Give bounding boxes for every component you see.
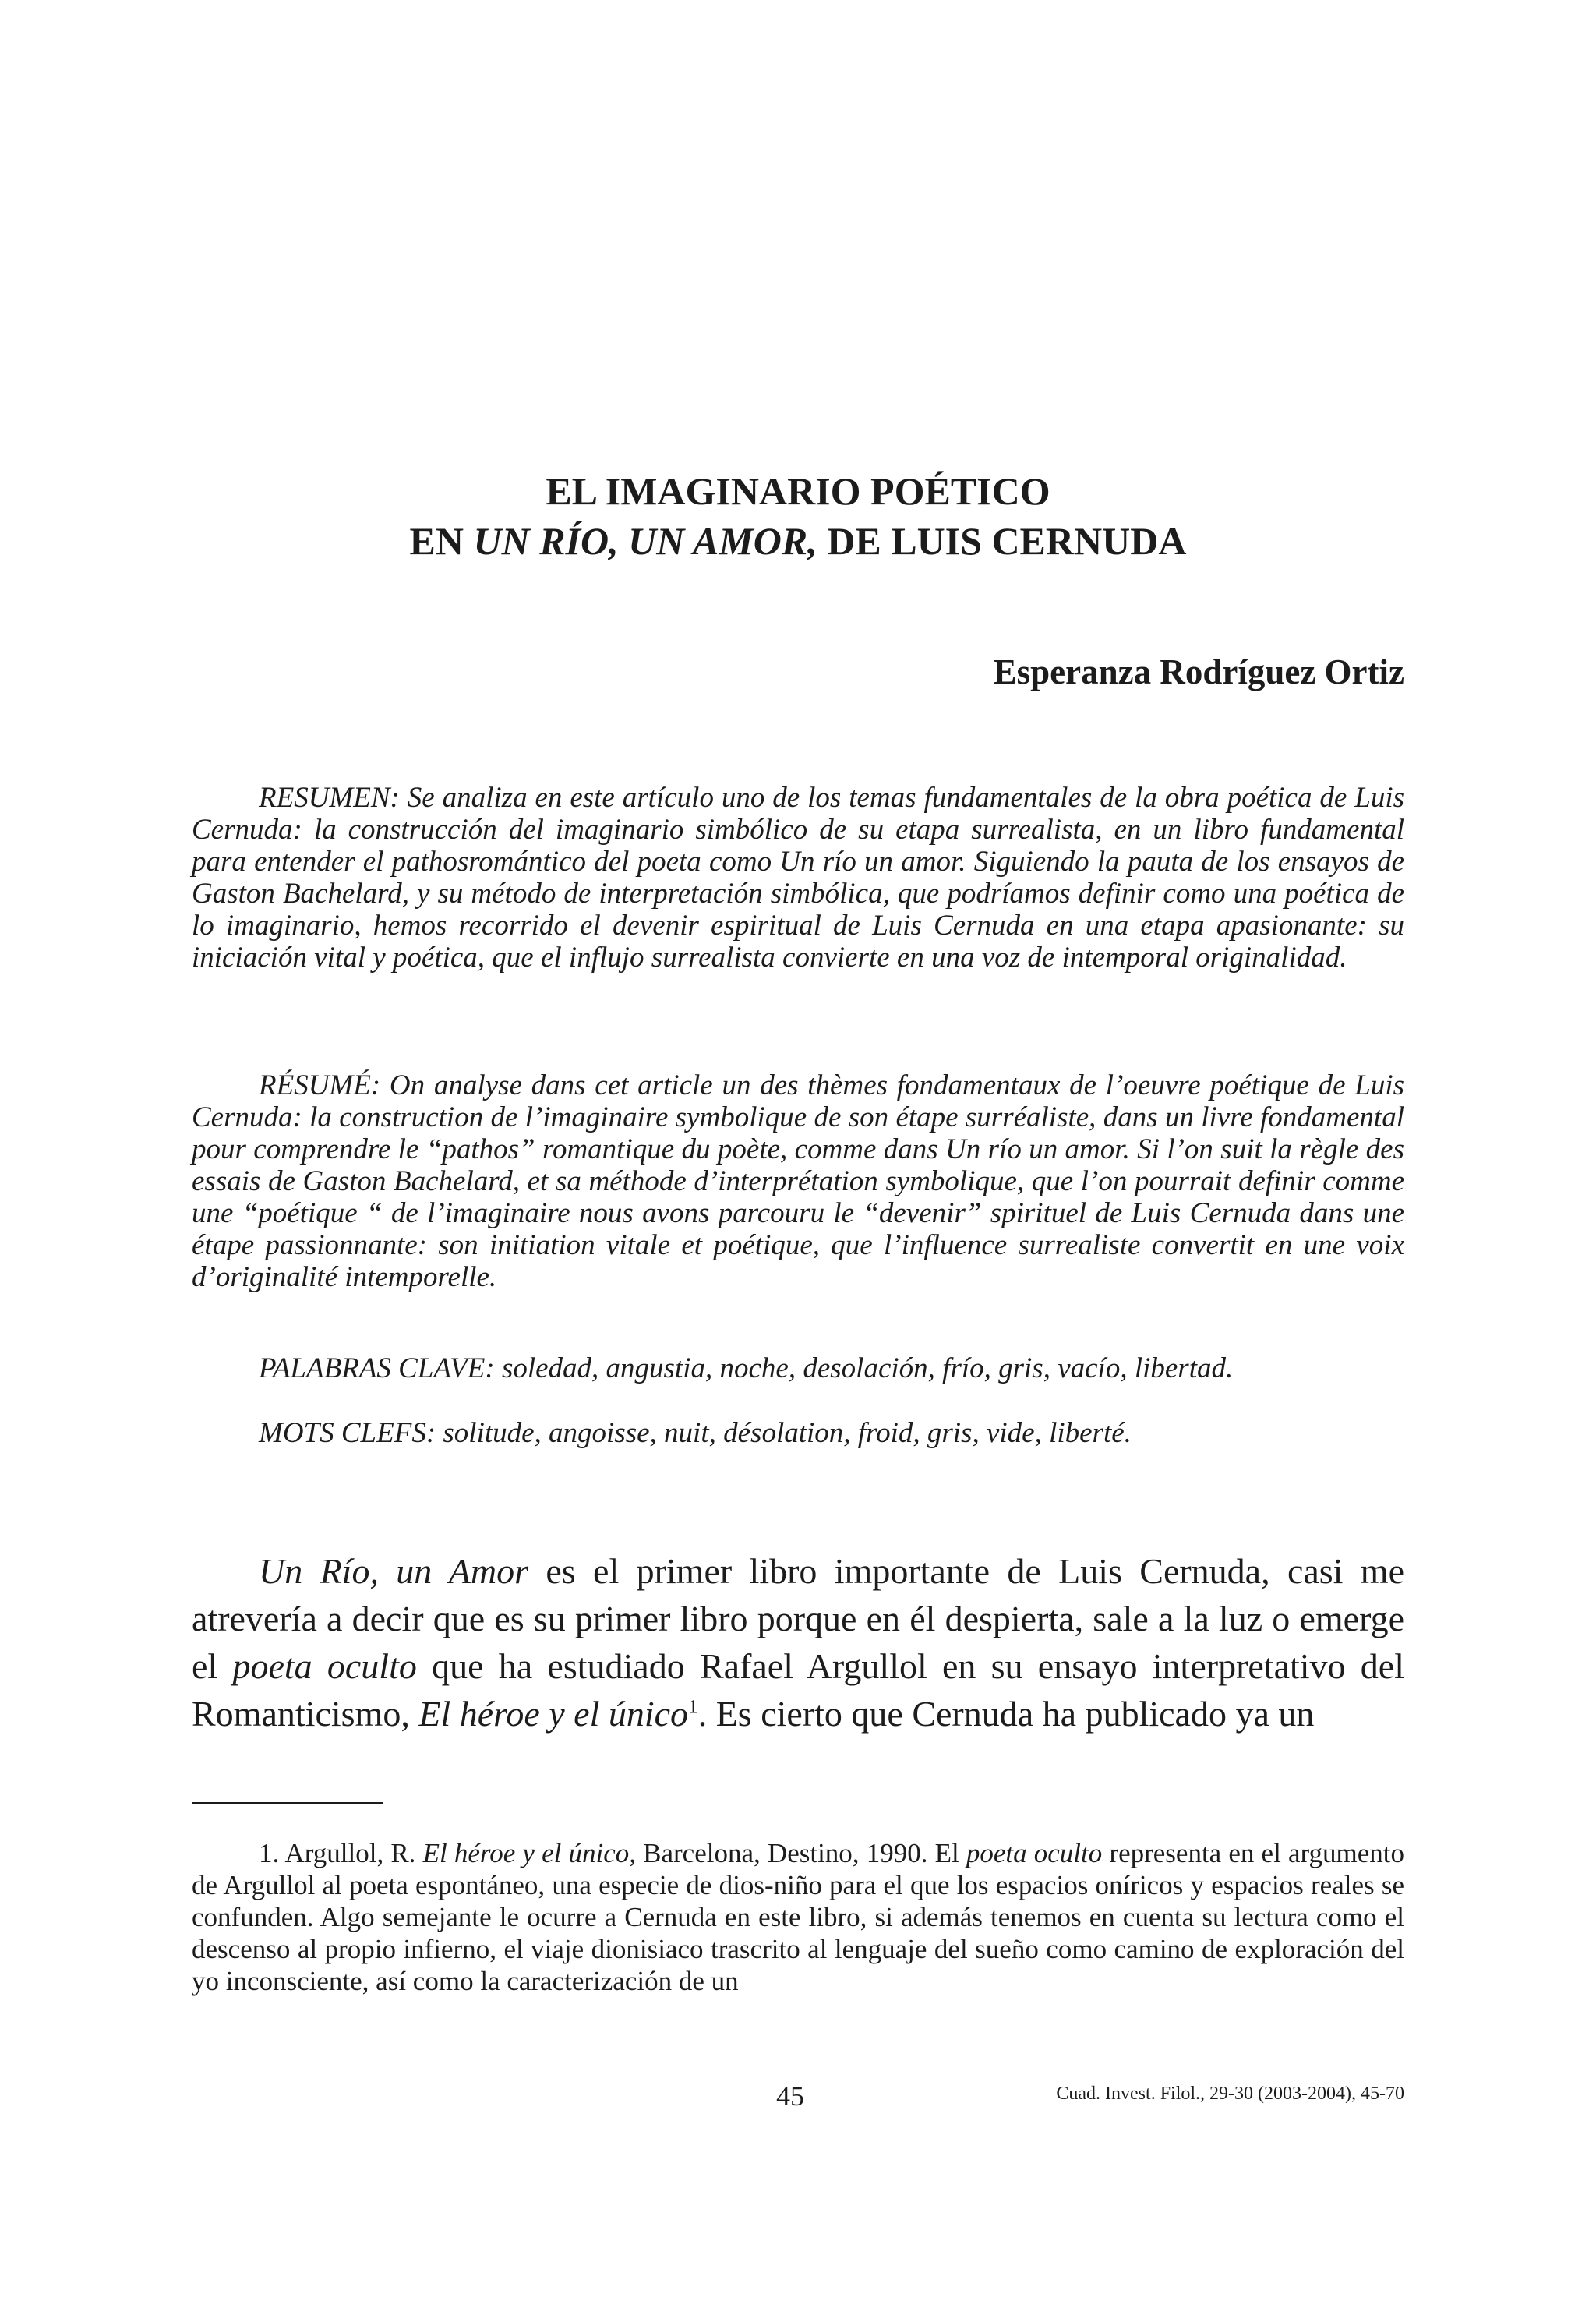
footnote-text-3: representa en el argumento de Argullol al poeta espontáneo, una especie de dios-niño para el que los espacios oníricos y espacios reales se confunden. Algo semejante le ocurre a Cernuda en este libro, si además tenemos en cuenta su lectura como el descenso al propio infierno, el viaje dionisiaco trascrito al lenguaje del sueño como camino de exploración del yo inconsciente, así como la caracterización de un [192,1838,1404,1996]
title-line-1: EL IMAGINARIO POÉTICO [546,469,1050,513]
body-text-1: es el primer libro importante de Luis Cernuda, casi me atrevería a decir que es su primer libro porque en él despierta, sale a la luz o emerge el [192,1551,1404,1686]
body-italic-poeta-oculto: poeta oculto [232,1646,417,1686]
body-text-2: que ha estudiado Rafael Argullol en su ensayo interpretativo del Romanticismo, [192,1646,1404,1734]
title-line-2-suffix: DE LUIS CERNUDA [817,519,1187,563]
footnote-italic-poeta-oculto: poeta oculto [966,1838,1103,1868]
author-name: Esperanza Rodríguez Ortiz [993,652,1404,691]
footnote [192,1837,1404,1997]
keywords-spanish: PALABRAS CLAVE: soledad, angustia, noche, desolación, frío, gris, vacío, libertad. [259,1352,1234,1384]
body-italic-work-title: El héroe y el único [418,1694,689,1734]
journal-reference: Cuad. Invest. Filol., 29-30 (2003-2004), 45-70 [1056,2084,1404,2104]
footnote-reference[interactable]: 1 [688,1695,698,1718]
footnote-italic-work-title: El héroe y el único, [422,1838,636,1868]
abstract-french: RÉSUMÉ: On analyse dans cet article un des thèmes fondamentaux de l’oeuvre poétique de Luis Cernuda: la construction de l’imaginaire symbolique de son étape surréaliste, dans un livre fondamental pour comprendre le “pathos” romantique du poète, comme dans Un río un amor. Si l’on suit la règle des essais de Gaston Bachelard, et sa méthode d’interprétation symbolique, que l’on pourrait definir comme une “poétique “ de l’imaginaire nous avons parcouru le “devenir” spirituel de Luis Cernuda dans une étape passionnante: son initiation vitale et poétique, que l’influence surrealiste convertit en une voix d’originalité intemporelle. [192,1069,1404,1293]
title-line-2-prefix: EN [409,519,474,563]
body-text-3: . Es cierto que Cernuda ha publicado ya un [697,1694,1315,1734]
title-line-2 [192,516,1404,566]
abstract-spanish: RESUMEN: Se analiza en este artículo uno de los temas fundamentales de la obra poética de Luis Cernuda: la construcción del imaginario simbólico de su etapa surrealista, en un libro fundamental para entender el pathosromántico del poeta como Un río un amor. Siguiendo la pauta de los ensayos de Gaston Bachelard, y su método de interpretación simbólica, que podríamos definir como una poética de lo imaginario, hemos recorrido el devenir espiritual de Luis Cernuda en una etapa apasionante: su iniciación vital y poética, que el influjo surrealista convierte en una voz de intemporal originalidad. [192,782,1404,974]
page-number: 45 [776,2080,804,2112]
body-italic-book-title: Un Río, un Amor [259,1551,529,1591]
article-title [192,466,1404,566]
footnote-text-2: Barcelona, Destino, 1990. El [636,1838,966,1868]
title-line-2-italic: UN RÍO, UN AMOR, [473,519,817,563]
footnote-text-1: 1. Argullol, R. [259,1838,423,1868]
body-paragraph [192,1547,1404,1737]
footnote-divider [192,1802,383,1804]
keywords-french: MOTS CLEFS: solitude, angoisse, nuit, désolation, froid, gris, vide, liberté. [259,1417,1132,1449]
